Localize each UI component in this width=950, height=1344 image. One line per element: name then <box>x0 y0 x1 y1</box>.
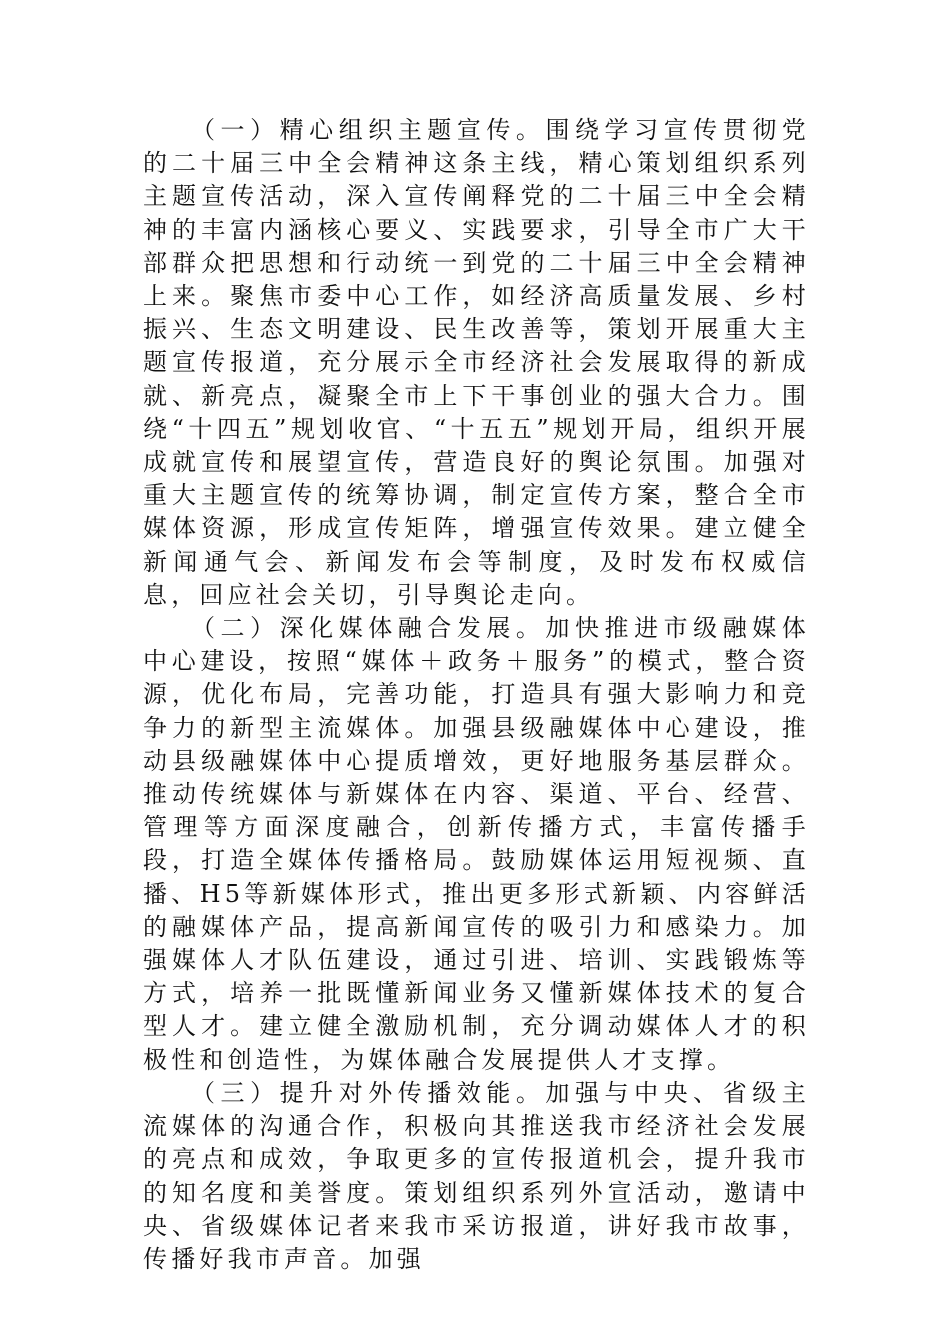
paragraph-3 <box>143 1077 810 1276</box>
paragraph-3-text: 加强与中央、省级主流媒体的沟通合作，积极向其推送我市经济社会发展的亮点和成效，争取更多的宣传报道机会，提升我市的知名度和美誉度。策划组织系列外宣活动，邀请中央、省级媒体记者来我市采访报道，讲好我市故事，传播好我市声音。加强 <box>143 1078 810 1273</box>
document-body <box>143 114 810 1276</box>
paragraph-1-text: 围绕学习宣传贯彻党的二十届三中全会精神这条主线，精心策划组织系列主题宣传活动，深入宣传阐释党的二十届三中全会精神的丰富内涵核心要义、实践要求，引导全市广大干部群众把思想和行动统一到党的二十届三中全会精神上来。聚焦市委中心工作，如经济高质量发展、乡村振兴、生态文明建设、民生改善等，策划开展重大主题宣传报道，充分展示全市经济社会发展取得的新成就、新亮点，凝聚全市上下干事创业的强大合力。围绕“十四五”规划收官、“十五五”规划开局，组织开展成就宣传和展望宣传，营造良好的舆论氛围。加强对重大主题宣传的统筹协调，制定宣传方案，整合全市媒体资源，形成宣传矩阵，增强宣传效果。建立健全新闻通气会、新闻发布会等制度，及时发布权威信息，回应社会关切，引导舆论走向。 <box>143 116 810 609</box>
paragraph-1-heading: （一）精心组织主题宣传。 <box>191 116 546 144</box>
paragraph-2 <box>143 612 810 1077</box>
paragraph-2-text: 加快推进市级融媒体中心建设，按照“媒体＋政务＋服务”的模式，整合资源，优化布局，完善功能，打造具有强大影响力和竞争力的新型主流媒体。加强县级融媒体中心建设，推动县级融媒体中心提质增效，更好地服务基层群众。推动传统媒体与新媒体在内容、渠道、平台、经营、管理等方面深度融合，创新传播方式，丰富传播手段，打造全媒体传播格局。鼓励媒体运用短视频、直播、H5等新媒体形式，推出更多形式新颖、内容鲜活的融媒体产品，提高新闻宣传的吸引力和感染力。加强媒体人才队伍建设，通过引进、培训、实践锻炼等方式，培养一批既懂新闻业务又懂新媒体技术的复合型人才。建立健全激励机制，充分调动媒体人才的积极性和创造性，为媒体融合发展提供人才支撑。 <box>143 614 810 1074</box>
paragraph-2-heading: （二）深化媒体融合发展。 <box>191 614 546 643</box>
paragraph-1 <box>143 114 810 612</box>
paragraph-3-heading: （三）提升对外传播效能。 <box>191 1078 546 1107</box>
